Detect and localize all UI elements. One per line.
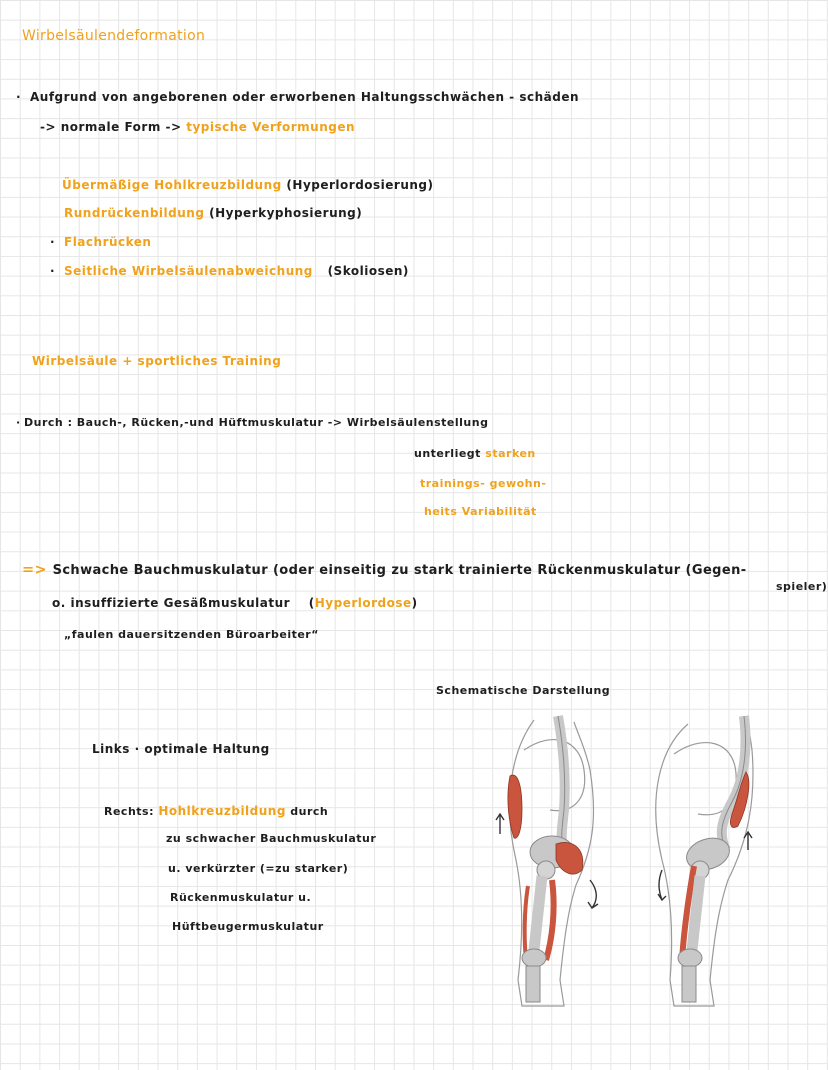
- bullet: ·: [16, 90, 22, 104]
- training-line-3: trainings- gewohn-: [420, 477, 547, 490]
- deformation-2-label: Rundrückenbildung: [64, 206, 205, 220]
- deformation-2-term: (Hyperkyphosierung): [209, 206, 363, 220]
- paren-close: ): [411, 596, 418, 610]
- deformation-item-3: [50, 235, 151, 249]
- conclusion-arrow: =>: [22, 562, 48, 578]
- training-text-2: unterliegt: [414, 447, 481, 460]
- femur: [534, 876, 542, 950]
- abdominal-muscle: [508, 775, 522, 838]
- deformation-item-1: [62, 178, 434, 192]
- belly-outline: [524, 740, 585, 811]
- arrow-up-icon: [496, 814, 504, 834]
- intro-line-1: [16, 90, 579, 104]
- hamstring-muscle: [546, 880, 554, 960]
- posture-figure-hyperlordosis: [648, 710, 768, 1010]
- conclusion-text-2: o. insuffizierte Gesäßmuskulatur: [52, 596, 291, 610]
- conclusion-line-3: „faulen dauersitzenden Büroarbeiter“: [64, 628, 319, 641]
- bullet: ·: [50, 235, 56, 249]
- deformation-item-2: [64, 206, 362, 220]
- training-line-2: [414, 447, 536, 460]
- conclusion-line-1: [22, 562, 747, 578]
- shin: [682, 966, 696, 1002]
- intro-highlight: typische Verformungen: [186, 120, 356, 134]
- paren-open: (: [308, 596, 315, 610]
- conclusion-line-2: [52, 596, 418, 610]
- intro-line-2: [40, 120, 355, 134]
- quad-muscle: [525, 886, 528, 960]
- intro-prefix: -> normale Form ->: [40, 120, 182, 134]
- diagram-right-label-5: Hüftbeugermuskulatur: [172, 920, 324, 933]
- section-heading-training: Wirbelsäule + sportliches Training: [32, 354, 282, 368]
- diagram-right-label-1: [104, 804, 328, 818]
- diagram-left-label: Links · optimale Haltung: [92, 742, 270, 756]
- diagram-right-label-4: Rückenmuskulatur u.: [170, 891, 312, 904]
- training-text-1: Durch : Bauch-, Rücken,-und Hüftmuskulatur -> Wirbelsäulenstellung: [24, 416, 489, 429]
- training-line-4: heits Variabilität: [424, 505, 537, 518]
- right-suffix: durch: [290, 805, 329, 818]
- arrow-down-icon: [588, 880, 598, 908]
- deformation-3-label: Flachrücken: [64, 235, 152, 249]
- conclusion-text-1: Schwache Bauchmuskulatur (oder einseitig zu stark trainierte Rückenmuskulatur (Gegen-: [52, 563, 747, 578]
- diagram-caption: Schematische Darstellung: [436, 684, 611, 697]
- deformation-item-4: [50, 264, 409, 278]
- diagram-right-label-3: u. verkürzter (=zu starker): [168, 862, 349, 875]
- right-prefix: Rechts:: [104, 805, 154, 818]
- knee: [522, 949, 546, 967]
- knee: [678, 949, 702, 967]
- conclusion-highlight: Hyperlordose: [314, 596, 412, 610]
- training-line-1: [16, 416, 488, 429]
- right-highlight: Hohlkreuzbildung: [158, 804, 286, 818]
- page-title: Wirbelsäulendeformation: [22, 28, 206, 44]
- posture-figure-optimal: [494, 710, 614, 1010]
- shin: [526, 966, 540, 1002]
- gluteal-muscle: [556, 842, 583, 874]
- intro-text-1: Aufgrund von angeborenen oder erworbenen Haltungsschwächen - schäden: [30, 90, 579, 104]
- diagram-right-label-2: zu schwacher Bauchmuskulatur: [166, 832, 377, 845]
- bullet: ·: [50, 264, 56, 278]
- conclusion-line-1-cont: spieler): [776, 580, 828, 593]
- deformation-4-term: (Skoliosen): [327, 264, 409, 278]
- training-text-2-highlight: starken: [485, 447, 536, 460]
- deformation-1-label: Übermäßige Hohlkreuzbildung: [62, 178, 282, 192]
- deformation-4-label: Seitliche Wirbelsäulenabweichung: [64, 264, 313, 278]
- deformation-1-term: (Hyperlordosierung): [286, 178, 434, 192]
- bullet: ·: [16, 416, 21, 429]
